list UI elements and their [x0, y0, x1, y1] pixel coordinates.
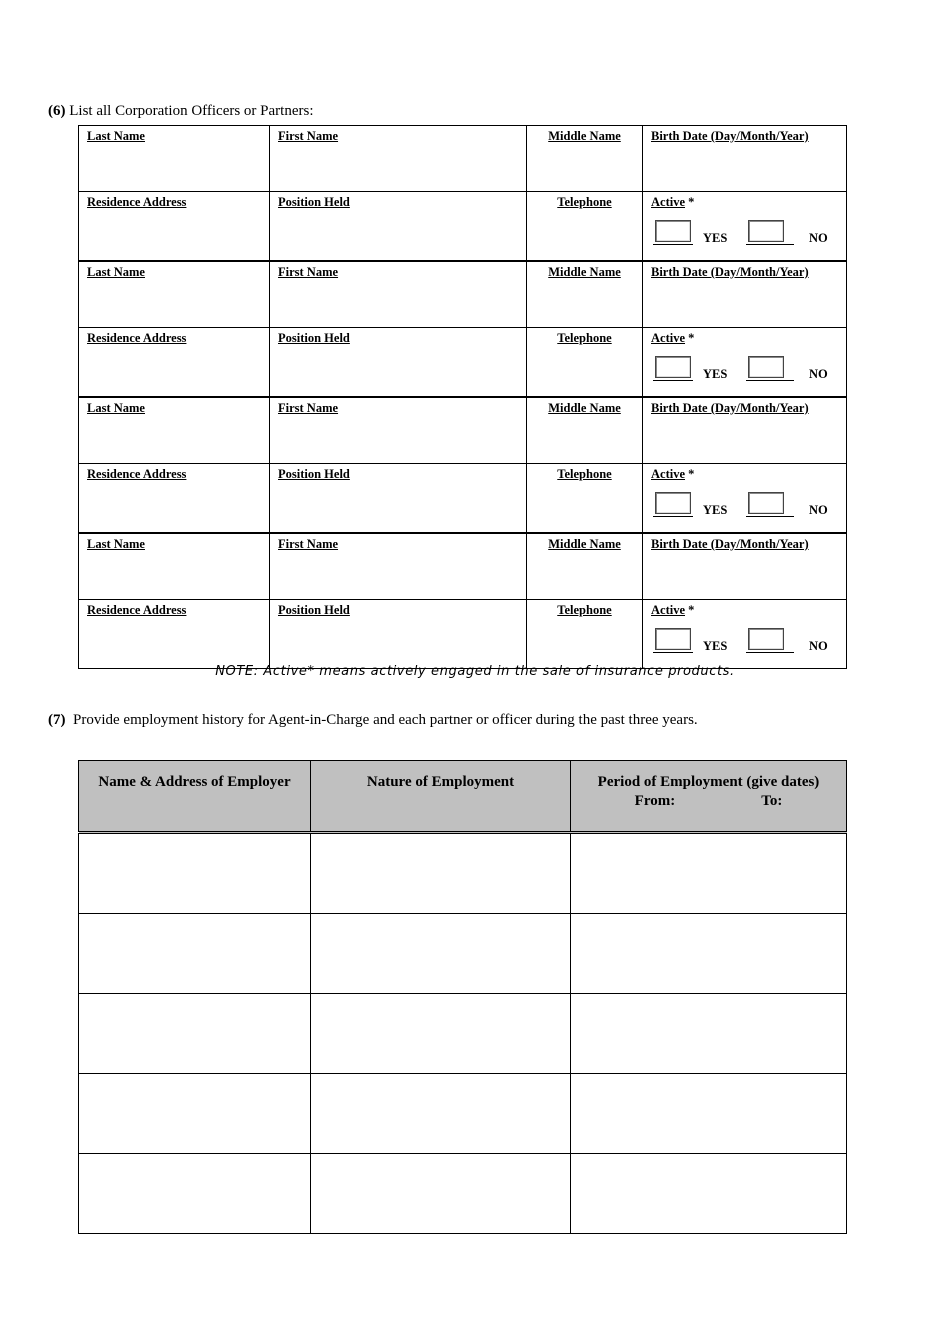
first-name-label: First Name: [278, 129, 339, 143]
employment-row: [79, 833, 847, 914]
telephone-cell[interactable]: [527, 328, 643, 398]
period-column-title: Period of Employment (give dates): [597, 774, 820, 790]
active-yes-checkbox[interactable]: [653, 492, 693, 517]
period-cell[interactable]: [571, 833, 847, 914]
active-yes-checkbox[interactable]: [653, 220, 693, 245]
yes-option-label: YES: [703, 639, 728, 653]
employment-row: [79, 994, 847, 1074]
residence-address-label: Residence Address: [87, 195, 187, 209]
birth-date-cell[interactable]: [643, 533, 847, 600]
first-name-cell[interactable]: [270, 261, 527, 328]
telephone-cell[interactable]: [527, 192, 643, 262]
birth-date-cell[interactable]: [643, 126, 847, 192]
birth-date-label: Birth Date (Day/Month/Year): [651, 129, 809, 143]
residence-address-cell[interactable]: [79, 328, 270, 398]
employer-cell[interactable]: [79, 1154, 311, 1234]
nature-cell[interactable]: [311, 833, 571, 914]
period-cell[interactable]: [571, 914, 847, 994]
residence-address-cell[interactable]: [79, 464, 270, 534]
birth-date-cell[interactable]: [643, 261, 847, 328]
first-name-cell[interactable]: [270, 533, 527, 600]
active-no-checkbox[interactable]: [746, 220, 794, 245]
nature-cell[interactable]: [311, 994, 571, 1074]
position-held-label: Position Held: [278, 603, 350, 617]
employment-row: [79, 1074, 847, 1154]
active-label: Active: [651, 195, 686, 209]
officer-detail-row: [79, 192, 847, 262]
residence-address-cell[interactable]: [79, 600, 270, 669]
yes-checkbox-box[interactable]: [655, 220, 691, 242]
middle-name-label: Middle Name: [548, 265, 621, 279]
active-cell: [643, 192, 847, 262]
section-7-number: (7): [48, 712, 66, 728]
officer-name-row: [79, 533, 847, 600]
employment-row: [79, 1154, 847, 1234]
active-asterisk: *: [688, 467, 695, 481]
position-held-label: Position Held: [278, 331, 350, 345]
first-name-cell[interactable]: [270, 126, 527, 192]
no-option-label: NO: [809, 367, 828, 381]
from-label: From:: [634, 793, 676, 809]
birth-date-label: Birth Date (Day/Month/Year): [651, 537, 809, 551]
officer-detail-row: [79, 328, 847, 398]
first-name-label: First Name: [278, 401, 339, 415]
period-cell[interactable]: [571, 1074, 847, 1154]
last-name-label: Last Name: [87, 537, 145, 551]
yes-option-label: YES: [703, 367, 728, 381]
officers-table: [78, 125, 847, 669]
nature-cell[interactable]: [311, 1074, 571, 1154]
last-name-label: Last Name: [87, 401, 145, 415]
officer-name-row: [79, 126, 847, 192]
period-cell[interactable]: [571, 994, 847, 1074]
active-note: NOTE: Active* means actively engaged in the sale of insurance products.: [215, 664, 735, 679]
employer-cell[interactable]: [79, 994, 311, 1074]
position-held-cell[interactable]: [270, 464, 527, 534]
nature-cell[interactable]: [311, 914, 571, 994]
active-cell: [643, 600, 847, 669]
employment-history-table: [78, 760, 847, 1234]
no-checkbox-box[interactable]: [748, 628, 784, 650]
employer-column-header: Name & Address of Employer: [79, 761, 311, 833]
officer-detail-row: [79, 600, 847, 669]
telephone-label: Telephone: [557, 195, 612, 209]
telephone-cell[interactable]: [527, 464, 643, 534]
employer-cell[interactable]: [79, 833, 311, 914]
active-yes-checkbox[interactable]: [653, 356, 693, 381]
yes-option-label: YES: [703, 503, 728, 517]
officer-detail-row: [79, 464, 847, 534]
no-checkbox-box[interactable]: [748, 356, 784, 378]
first-name-label: First Name: [278, 265, 339, 279]
active-cell: [643, 328, 847, 398]
telephone-cell[interactable]: [527, 600, 643, 669]
section-6-heading: [48, 103, 314, 120]
birth-date-cell[interactable]: [643, 397, 847, 464]
active-label: Active: [651, 603, 686, 617]
active-label: Active: [651, 467, 686, 481]
active-no-checkbox[interactable]: [746, 628, 794, 653]
birth-date-label: Birth Date (Day/Month/Year): [651, 401, 809, 415]
middle-name-label: Middle Name: [548, 129, 621, 143]
employer-cell[interactable]: [79, 1074, 311, 1154]
position-held-label: Position Held: [278, 195, 350, 209]
no-option-label: NO: [809, 503, 828, 517]
middle-name-cell[interactable]: [527, 533, 643, 600]
active-asterisk: *: [688, 603, 695, 617]
middle-name-cell[interactable]: [527, 126, 643, 192]
residence-address-cell[interactable]: [79, 192, 270, 262]
residence-address-label: Residence Address: [87, 331, 187, 345]
residence-address-label: Residence Address: [87, 467, 187, 481]
position-held-cell[interactable]: [270, 600, 527, 669]
first-name-label: First Name: [278, 537, 339, 551]
nature-cell[interactable]: [311, 1154, 571, 1234]
telephone-label: Telephone: [557, 603, 612, 617]
active-cell: [643, 464, 847, 534]
employment-row: [79, 914, 847, 994]
section-7-title: Provide employment history for Agent-in-Charge and each partner or officer during the past three years.: [73, 712, 698, 728]
middle-name-cell[interactable]: [527, 261, 643, 328]
active-asterisk: *: [688, 195, 695, 209]
active-asterisk: *: [688, 331, 695, 345]
period-cell[interactable]: [571, 1154, 847, 1234]
section-7-heading: [48, 712, 698, 729]
no-checkbox-box[interactable]: [748, 220, 784, 242]
officer-name-row: [79, 397, 847, 464]
residence-address-label: Residence Address: [87, 603, 187, 617]
telephone-label: Telephone: [557, 467, 612, 481]
yes-checkbox-box[interactable]: [655, 492, 691, 514]
middle-name-label: Middle Name: [548, 537, 621, 551]
last-name-cell[interactable]: [79, 126, 270, 192]
middle-name-cell[interactable]: [527, 397, 643, 464]
officer-name-row: [79, 261, 847, 328]
telephone-label: Telephone: [557, 331, 612, 345]
last-name-cell[interactable]: [79, 533, 270, 600]
employment-header-row: [79, 761, 847, 833]
to-label: To:: [761, 793, 783, 809]
last-name-cell[interactable]: [79, 397, 270, 464]
birth-date-label: Birth Date (Day/Month/Year): [651, 265, 809, 279]
no-option-label: NO: [809, 639, 828, 653]
period-column-header: [571, 761, 847, 833]
middle-name-label: Middle Name: [548, 401, 621, 415]
last-name-label: Last Name: [87, 265, 145, 279]
yes-checkbox-box[interactable]: [655, 356, 691, 378]
section-6-number: (6): [48, 103, 66, 119]
employer-cell[interactable]: [79, 914, 311, 994]
yes-checkbox-box[interactable]: [655, 628, 691, 650]
position-held-cell[interactable]: [270, 328, 527, 398]
position-held-label: Position Held: [278, 467, 350, 481]
last-name-cell[interactable]: [79, 261, 270, 328]
no-checkbox-box[interactable]: [748, 492, 784, 514]
position-held-cell[interactable]: [270, 192, 527, 262]
nature-column-header: Nature of Employment: [311, 761, 571, 833]
yes-option-label: YES: [703, 231, 728, 245]
last-name-label: Last Name: [87, 129, 145, 143]
active-yes-checkbox[interactable]: [653, 628, 693, 653]
active-no-checkbox[interactable]: [746, 356, 794, 381]
active-no-checkbox[interactable]: [746, 492, 794, 517]
active-label: Active: [651, 331, 686, 345]
no-option-label: NO: [809, 231, 828, 245]
first-name-cell[interactable]: [270, 397, 527, 464]
section-6-title: List all Corporation Officers or Partners:: [69, 103, 314, 119]
